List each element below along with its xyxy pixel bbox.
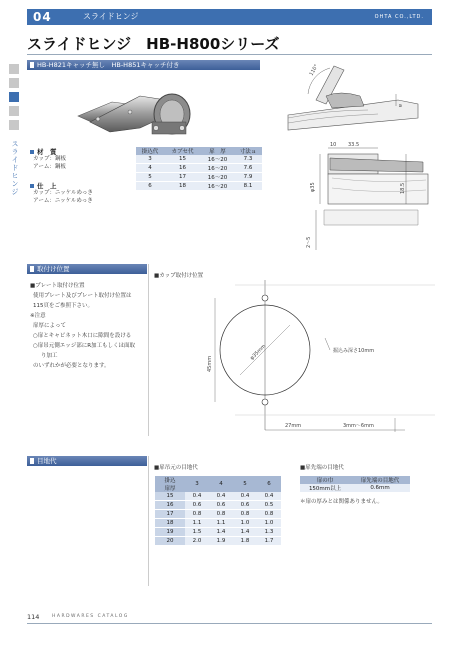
cell: 17	[164, 173, 201, 182]
cell: 1.1	[185, 519, 209, 528]
dim-27: 27mm	[285, 423, 302, 429]
cell: 0.6mm	[350, 484, 410, 493]
mount-line: 扉厚によって	[33, 323, 67, 329]
dim-10: 10	[330, 142, 337, 148]
title-rule	[27, 54, 432, 55]
cell: 7.6	[234, 164, 262, 173]
cell: 1.9	[209, 537, 233, 546]
cell: 0.4	[185, 492, 209, 501]
corner-top: 掛込	[164, 478, 176, 484]
row-header: 20	[155, 537, 185, 546]
side-tab	[9, 106, 19, 116]
mount-line: ○扉とキャビネット木口に隙間を設ける	[33, 333, 132, 339]
cell: 0.8	[209, 510, 233, 519]
cell: 6	[136, 182, 164, 191]
cell: 1.1	[209, 519, 233, 528]
side-tab	[9, 78, 19, 88]
dim-a: a	[397, 104, 403, 108]
finish-cup: カップ：ニッケルめっき	[33, 190, 93, 196]
gap-view	[306, 210, 418, 250]
cell: 8.1	[234, 182, 262, 191]
cell: 18	[164, 182, 201, 191]
tip-header: 扉の巾	[300, 476, 350, 484]
cell: 1.4	[233, 528, 257, 537]
dim-phi35: φ35	[310, 182, 316, 192]
corner-bottom: 扉厚	[164, 486, 176, 492]
spec-header: カブセ代	[164, 147, 201, 155]
mount-bar: 取付け位置	[27, 264, 147, 274]
cell: 0.4	[209, 492, 233, 501]
company-name: OHTA CO.,LTD.	[374, 14, 424, 20]
dim-18-5: 18.5	[400, 182, 406, 194]
mount-line: のいずれかが必要となります。	[33, 363, 110, 369]
closed-view	[310, 142, 428, 204]
cell: 1.0	[233, 519, 257, 528]
page-title: スライドヒンジ HB-H800シリーズ	[27, 35, 280, 53]
dim-33-5: 33.5	[348, 142, 360, 148]
mount-line: り加工	[41, 353, 58, 359]
side-label: スライドヒンジ	[11, 140, 19, 196]
dim-3-6: 3mm～6mm	[343, 423, 374, 429]
chapter-header	[27, 9, 432, 25]
depth-label: 掘込み深さ10mm	[333, 348, 375, 354]
cell: 7.9	[234, 173, 262, 182]
cell: 3	[136, 155, 164, 164]
table-row	[136, 182, 262, 191]
chapter-number: 04	[33, 10, 52, 24]
mount-line: ■プレート取付け位置	[30, 283, 85, 289]
overlap-table	[155, 476, 281, 546]
corner-cell	[155, 476, 185, 492]
material-arm: アーム：鋼板	[33, 164, 66, 170]
cup-position-diagram	[155, 280, 440, 435]
dia-label: φ35mm	[249, 343, 268, 362]
cell: 150mm以上	[300, 484, 350, 493]
cell: 2.0	[185, 537, 209, 546]
cell: 1.8	[233, 537, 257, 546]
cell: 0.8	[233, 510, 257, 519]
cell: 1.3	[257, 528, 281, 537]
table-row	[136, 173, 262, 182]
row-header: 16	[155, 501, 185, 510]
footer-rule	[27, 623, 432, 624]
mount-line: ※注意	[30, 313, 46, 319]
overlap-bar: 目地代	[27, 456, 147, 466]
cell: 0.4	[257, 492, 281, 501]
mount-line: 115頁をご参照下さい。	[33, 303, 93, 309]
cell: 4	[136, 164, 164, 173]
divider	[148, 456, 149, 586]
overlap-table-title: ■扉吊元の目地代	[154, 465, 198, 471]
tip-table	[300, 476, 410, 493]
table-row	[300, 484, 410, 493]
cup-position-title: ■カップ取付け位置	[154, 273, 204, 279]
tip-table-title: ■扉先端の目地代	[300, 465, 344, 471]
cell: 15	[164, 155, 201, 164]
cell: 1.0	[257, 519, 281, 528]
cell: 16～20	[201, 164, 234, 173]
cell: 1.5	[185, 528, 209, 537]
catalog-name: HARDWARES CATALOG	[52, 614, 129, 619]
tip-header: 扉先端の目地代	[350, 476, 410, 484]
table-row	[155, 537, 281, 546]
cell: 16	[164, 164, 201, 173]
divider	[148, 264, 149, 436]
height-label: 45mm	[207, 355, 213, 372]
row-header: 19	[155, 528, 185, 537]
technical-drawing	[268, 60, 438, 255]
cell: 0.8	[257, 510, 281, 519]
spec-table	[136, 147, 262, 191]
cell: 16～20	[201, 182, 234, 191]
table-row	[136, 164, 262, 173]
table-row	[155, 492, 281, 501]
product-bar: HB-H821キャッチ無し HB-H851キャッチ付き	[27, 60, 260, 70]
material-heading: 材 質	[30, 147, 57, 156]
cell: 0.6	[209, 501, 233, 510]
table-row	[155, 519, 281, 528]
cell: 5	[136, 173, 164, 182]
cell: 7.3	[234, 155, 262, 164]
tip-note: ＊扉の厚みとは関係ありません。	[300, 499, 383, 505]
cell: 0.8	[185, 510, 209, 519]
col-header: 6	[257, 476, 281, 492]
cell: 16～20	[201, 155, 234, 164]
spec-header: 掛込代	[136, 147, 164, 155]
table-row	[155, 501, 281, 510]
table-row	[136, 155, 262, 164]
hinge-photo	[70, 74, 200, 144]
finish-arm: アーム：ニッケルめっき	[33, 198, 93, 204]
finish-heading: 仕 上	[30, 181, 57, 190]
row-header: 18	[155, 519, 185, 528]
mount-line: 使用プレート及びプレート取付け位置は	[33, 293, 132, 299]
cell: 16～20	[201, 173, 234, 182]
table-row	[155, 528, 281, 537]
spec-header: 扉 厚	[201, 147, 234, 155]
row-header: 15	[155, 492, 185, 501]
side-tab	[9, 120, 19, 130]
col-header: 3	[185, 476, 209, 492]
page-number: 114	[27, 613, 40, 621]
material-cup: カップ：鋼板	[33, 156, 66, 162]
row-header: 17	[155, 510, 185, 519]
angle-label: 110°	[308, 63, 320, 77]
side-tab-active	[9, 92, 19, 102]
col-header: 4	[209, 476, 233, 492]
chapter-title: スライドヒンジ	[83, 12, 139, 21]
cell: 0.4	[233, 492, 257, 501]
spec-header: 寸法ａ	[234, 147, 262, 155]
col-header: 5	[233, 476, 257, 492]
open-angle-view	[288, 63, 418, 130]
cell: 0.6	[185, 501, 209, 510]
cell: 1.7	[257, 537, 281, 546]
cell: 1.4	[209, 528, 233, 537]
mount-line: ○扉吊元側エッジ部にR加工もしくは面取	[33, 343, 136, 349]
side-tab	[9, 64, 19, 74]
table-row	[155, 510, 281, 519]
dim-2-5: 2～5	[306, 236, 312, 248]
cell: 0.5	[257, 501, 281, 510]
cell: 0.6	[233, 501, 257, 510]
